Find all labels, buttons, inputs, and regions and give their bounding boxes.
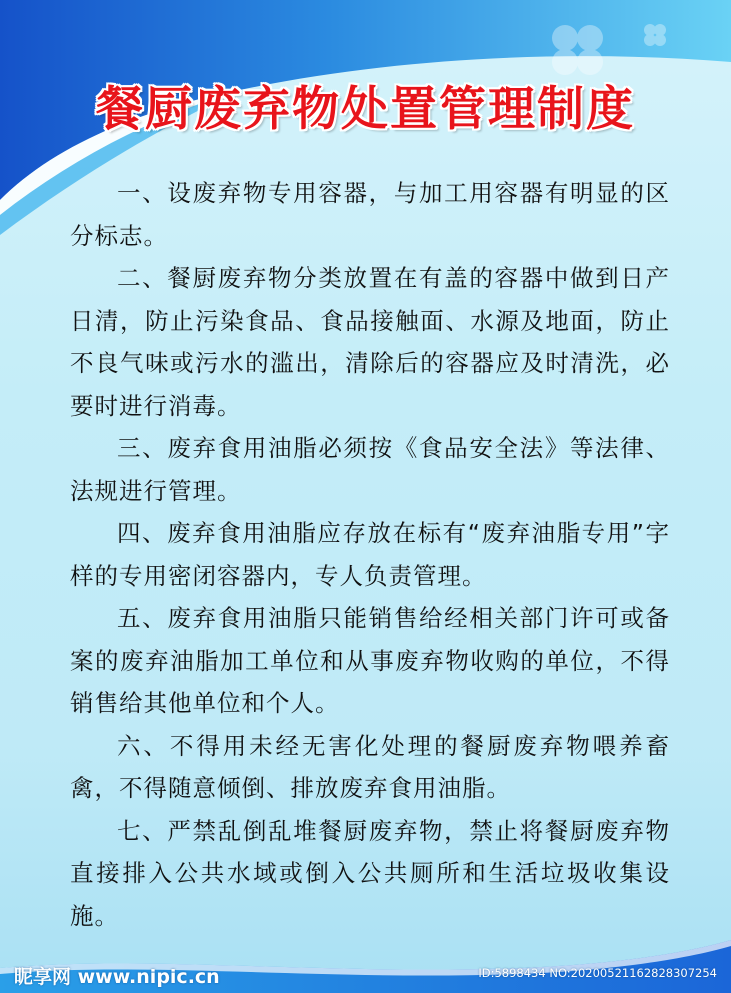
rule-6: 六、不得用未经无害化处理的餐厨废弃物喂养畜禽，不得随意倾倒、排放废弃食用油脂。 [70,731,670,802]
watermark-site: 昵享网 www.nipic.cn [14,966,220,988]
regulation-body [70,172,670,937]
rule-5: 五、废弃食用油脂只能销售给经相关部门许可或备案的废弃油脂加工单位和从事废弃物收购的单位，不得销售给其他单位和个人。 [70,604,670,717]
rule-1: 一、设废弃物专用容器，与加工用容器有明显的区分标志。 [70,179,670,250]
watermark-id: ID:5898434 NO:20200521162828307254 [478,966,717,980]
page-title: 餐厨废弃物处置管理制度 [96,82,635,137]
rule-2: 二、餐厨废弃物分类放置在有盖的容器中做到日产日清，防止污染食品、食品接触面、水源及地面，防止不良气味或污水的滥出，清除后的容器应及时清洗，必要时进行消毒。 [70,264,670,420]
rule-4: 四、废弃食用油脂应存放在标有“废弃油脂专用”字样的专用密闭容器内，专人负责管理。 [70,519,670,590]
rule-3: 三、废弃食用油脂必须按《食品安全法》等法律、法规进行管理。 [70,434,670,505]
rule-7: 七、严禁乱倒乱堆餐厨废弃物，禁止将餐厨废弃物直接排入公共水域或倒入公共厕所和生活垃圾收集设施。 [70,816,670,930]
